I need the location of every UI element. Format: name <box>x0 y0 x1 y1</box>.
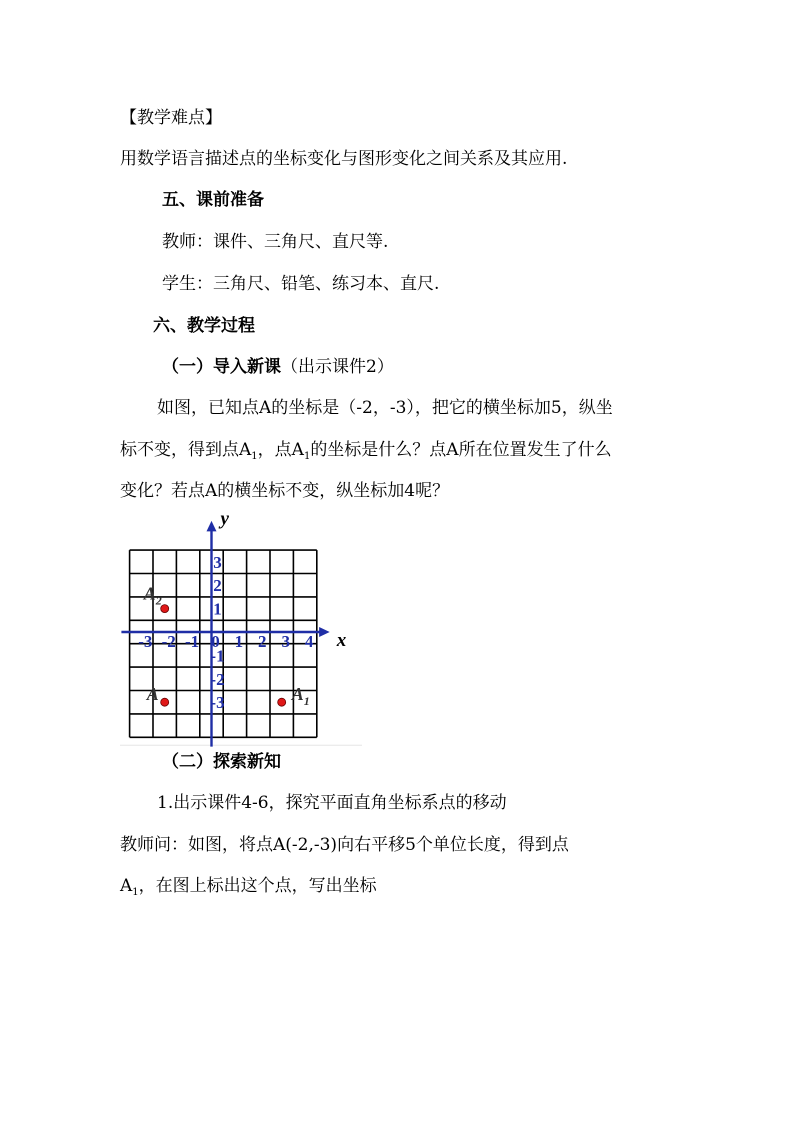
x-tick-label: -1 <box>185 632 200 651</box>
point-marker <box>161 698 169 706</box>
x-tick-label: 2 <box>258 632 267 651</box>
intro-note: （出示课件2） <box>281 357 394 377</box>
prep-heading: 五、课前准备 <box>162 190 264 210</box>
difficulty-text: 用数学语言描述点的坐标变化与图形变化之间关系及其应用. <box>120 149 568 169</box>
point-marker <box>161 605 169 613</box>
y-tick-label: -2 <box>210 669 225 689</box>
intro-heading: （一）导入新课 <box>162 357 281 377</box>
prep-student: 学生：三角尺、铅笔、练习本、直尺. <box>162 274 440 294</box>
question-line-3: 变化？若点A的横坐标不变，纵坐标加4呢？ <box>120 481 450 501</box>
question-line-2: 标不变，得到点$A_1$，点$A_1$的坐标是什么？点A所在位置发生了什么 <box>120 440 612 462</box>
y-tick-label: -1 <box>210 646 225 666</box>
x-axis-label: x <box>336 630 347 651</box>
step1-line: 1.出示课件4-6，探究平面直角坐标系点的移动 <box>157 793 507 813</box>
y-axis-label: y <box>220 508 229 530</box>
x-tick-label: 1 <box>234 632 244 651</box>
y-tick-label: 3 <box>213 552 222 572</box>
y-tick-label: 1 <box>213 599 222 619</box>
point-marker <box>278 698 286 706</box>
point-label: $A_2$ <box>143 583 162 608</box>
process-heading: 六、教学过程 <box>153 316 255 336</box>
question-line-1: 如图，已知点A的坐标是（-2，-3），把它的横坐标加5，纵坐 <box>157 398 613 418</box>
y-tick-label: 2 <box>213 576 222 596</box>
y-tick-label: -3 <box>210 693 225 713</box>
x-axis-arrow <box>319 627 330 637</box>
x-tick-label: 3 <box>281 632 290 651</box>
ask-line-1: 教师问：如图，将点A(-2,-3)向右平移5个单位长度，得到点 <box>120 835 569 855</box>
x-tick-label: 4 <box>304 632 314 651</box>
ask-line-2: $A_1$，在图上标出这个点，写出坐标 <box>120 876 377 898</box>
explore-heading: （二）探索新知 <box>162 752 281 772</box>
point-label: $A_1$ <box>291 684 310 709</box>
x-tick-label: 0 <box>211 632 220 651</box>
prep-teacher: 教师：课件、三角尺、直尺等. <box>162 232 389 252</box>
difficulty-heading: 【教学难点】 <box>120 108 222 128</box>
y-axis-arrow <box>207 521 217 532</box>
x-tick-label: -2 <box>161 632 176 651</box>
point-label: A <box>146 684 159 705</box>
x-tick-label: -3 <box>138 632 153 651</box>
